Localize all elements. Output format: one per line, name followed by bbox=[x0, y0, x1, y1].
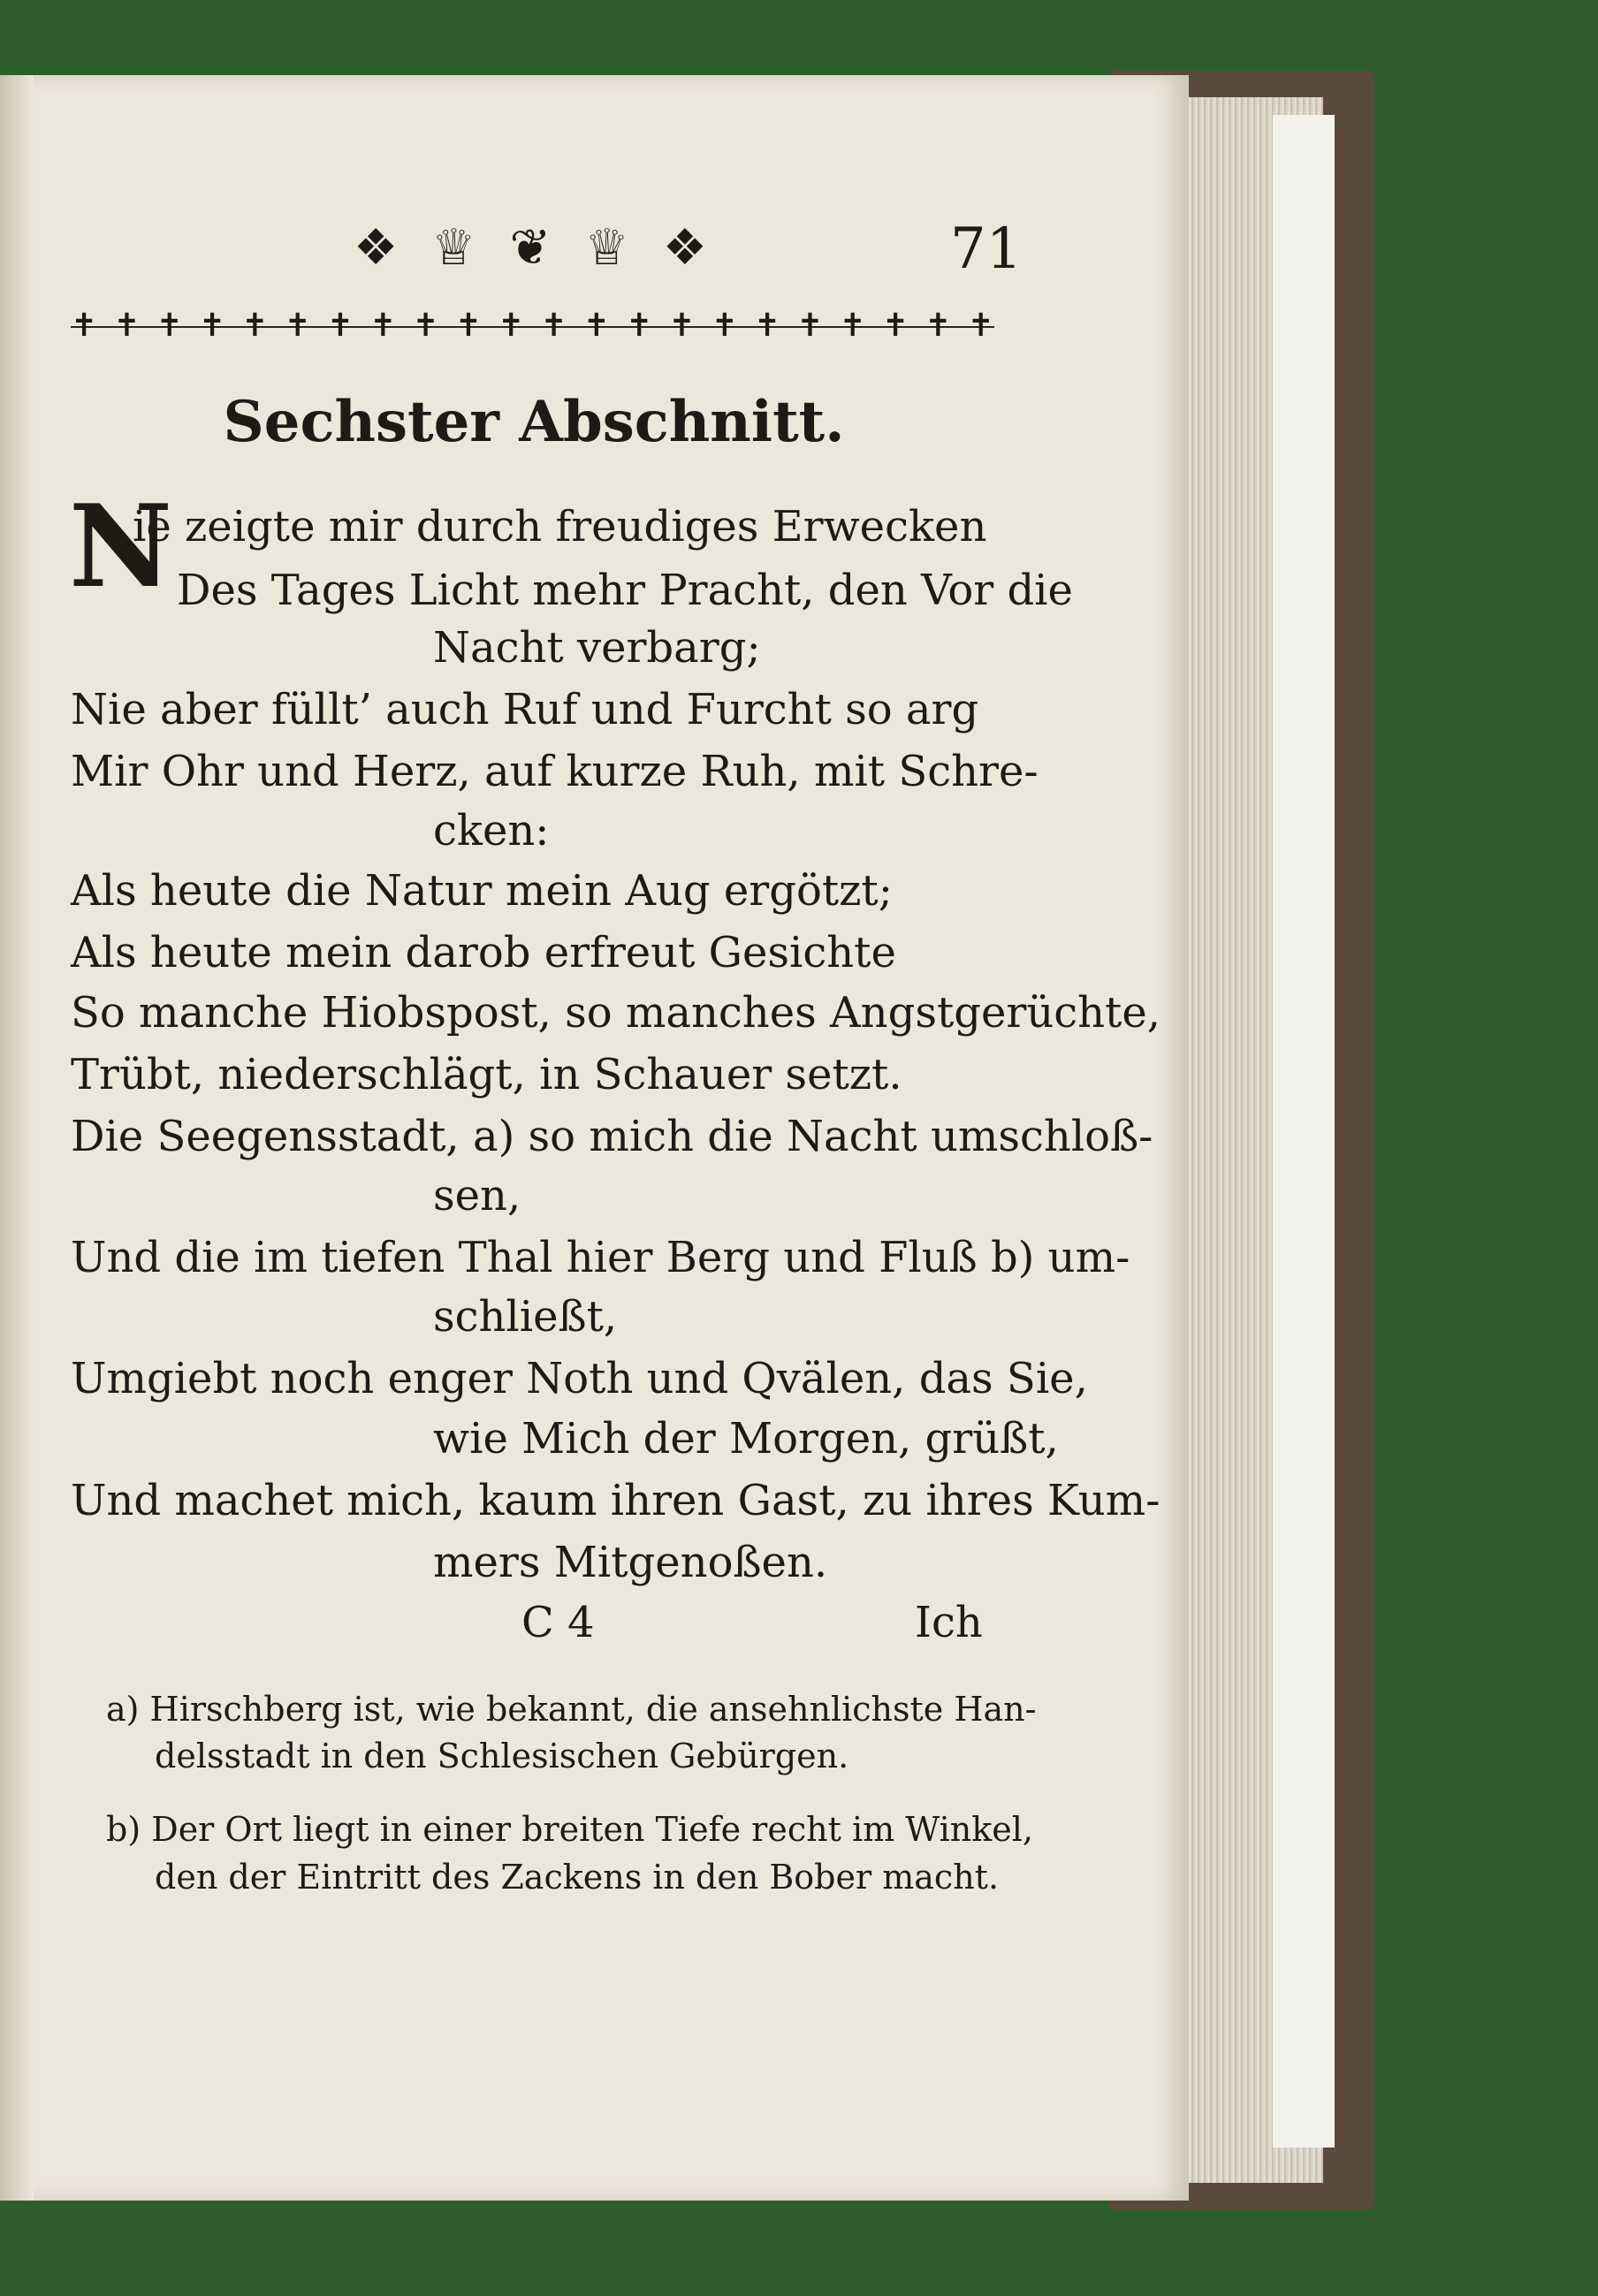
poem-line: sen, bbox=[433, 1171, 521, 1220]
rule-cross-glyph: ✝ bbox=[454, 307, 482, 344]
poem-line: Nie aber füllt’ auch Ruf und Furcht so arg bbox=[71, 685, 979, 734]
poem-line: ie zeigte mir durch freudiges Erwecken bbox=[133, 502, 987, 551]
rule-cross-glyph: ✝ bbox=[582, 307, 610, 344]
poem-line: Und machet mich, kaum ihren Gast, zu ihres Kum- bbox=[71, 1476, 1160, 1525]
footnote-a-line: delsstadt in den Schlesischen Gebürgen. bbox=[155, 1737, 849, 1775]
ornament-glyph: ♕ bbox=[431, 218, 476, 277]
rule-cross-glyph: ✝ bbox=[839, 307, 866, 344]
rule-cross-glyph: ✝ bbox=[198, 307, 226, 344]
poem-line: Mir Ohr und Herz, auf kurze Ruh, mit Schre- bbox=[71, 747, 1039, 796]
page-number: 71 bbox=[950, 217, 1023, 282]
rule-cross-glyph: ✝ bbox=[156, 307, 183, 344]
rule-cross-glyph: ✝ bbox=[796, 307, 824, 344]
rule-cross-glyph: ✝ bbox=[540, 307, 567, 344]
footnote-a-line: a) Hirschberg ist, wie bekannt, die ansehnlichste Han- bbox=[106, 1690, 1037, 1729]
poem-line: schließt, bbox=[433, 1292, 618, 1342]
rule-cross-glyph: ✝ bbox=[369, 307, 397, 344]
drop-cap: N bbox=[69, 481, 172, 613]
rule-cross-glyph: ✝ bbox=[498, 307, 525, 344]
rule-cross-glyph: ✝ bbox=[626, 307, 653, 344]
decorative-rule bbox=[71, 307, 994, 344]
rule-cross-glyph: ✝ bbox=[412, 307, 439, 344]
rule-cross-glyph: ✝ bbox=[71, 307, 98, 344]
ornament-glyph: ❖ bbox=[354, 218, 399, 277]
rule-cross-glyph: ✝ bbox=[711, 307, 738, 344]
poem-line: So manche Hiobspost, so manches Angstgerüchte, bbox=[71, 988, 1160, 1038]
poem-line: Die Seegensstadt, a) so mich die Nacht umschloß- bbox=[71, 1112, 1153, 1161]
poem-line: Als heute mein darob erfreut Gesichte bbox=[71, 928, 896, 977]
poem-line: Nacht verbarg; bbox=[433, 623, 761, 673]
rule-cross-glyph: ✝ bbox=[326, 307, 354, 344]
poem-line: cken: bbox=[433, 806, 550, 855]
poem-line: wie Mich der Morgen, grüßt, bbox=[433, 1414, 1059, 1464]
ornament-glyph: ❖ bbox=[662, 218, 707, 277]
poem-line: mers Mitgenoßen. bbox=[433, 1538, 828, 1587]
rule-cross-glyph: ✝ bbox=[754, 307, 781, 344]
poem-line: Des Tages Licht mehr Pracht, den Vor die bbox=[177, 566, 1073, 615]
rule-cross-glyph: ✝ bbox=[113, 307, 141, 344]
poem-line: Und die im tiefen Thal hier Berg und Fluß b) um- bbox=[71, 1233, 1130, 1282]
rule-cross-glyph: ✝ bbox=[881, 307, 909, 344]
poem-line: Als heute die Natur mein Aug ergötzt; bbox=[71, 866, 893, 916]
footnote-b-line: b) Der Ort liegt in einer breiten Tiefe recht im Winkel, bbox=[106, 1810, 1033, 1849]
rule-cross-glyph: ✝ bbox=[284, 307, 311, 344]
footnote-b-line: den der Eintritt des Zackens in den Bober macht. bbox=[155, 1858, 1000, 1897]
ornament-glyph: ♕ bbox=[584, 218, 629, 277]
ornament-glyph: ❦ bbox=[509, 218, 552, 277]
rule-cross-glyph: ✝ bbox=[967, 307, 994, 344]
catchword: Ich bbox=[915, 1598, 983, 1647]
rule-cross-glyph: ✝ bbox=[241, 307, 269, 344]
white-leaf bbox=[1273, 115, 1335, 2148]
header-ornament bbox=[354, 212, 707, 283]
signature-mark: C 4 bbox=[521, 1598, 595, 1647]
section-heading: Sechster Abschnitt. bbox=[223, 389, 845, 455]
poem-line: Umgiebt noch enger Noth und Qvälen, das Sie, bbox=[71, 1354, 1088, 1403]
rule-cross-glyph: ✝ bbox=[925, 307, 952, 344]
rule-cross-glyph: ✝ bbox=[668, 307, 696, 344]
poem-line: Trübt, niederschlägt, in Schauer setzt. bbox=[71, 1050, 902, 1099]
